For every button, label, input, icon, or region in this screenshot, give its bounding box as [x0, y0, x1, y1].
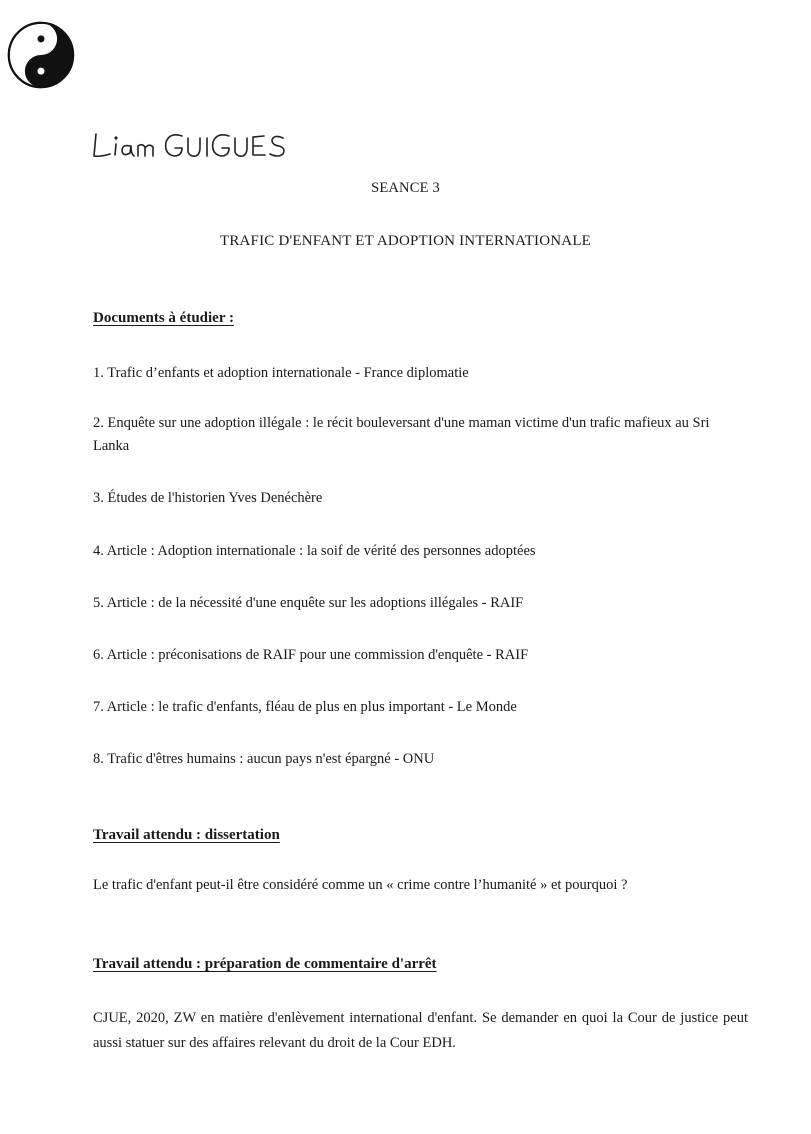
list-item: 6. Article : préconisations de RAIF pour une commission d'enquête - RAIF [93, 647, 529, 663]
dissertation-heading: Travail attendu : dissertation [93, 827, 280, 843]
list-item: 3. Études de l'historien Yves Denéchère [93, 490, 323, 506]
yin-yang-icon [6, 20, 76, 90]
list-item: 8. Trafic d'êtres humains : aucun pays n'est épargné - ONU [93, 751, 435, 767]
list-item: 7. Article : le trafic d'enfants, fléau de plus en plus important - Le Monde [93, 699, 517, 715]
list-item: 4. Article : Adoption internationale : la soif de vérité des personnes adoptées [93, 543, 536, 559]
list-item: 2. Enquête sur une adoption illégale : le récit bouleversant d'une maman victime d'un trafic mafieux au Sri Lanka [93, 415, 710, 454]
dissertation-text: Le trafic d'enfant peut-il être considéré comme un « crime contre l’humanité » et pourquoi ? [93, 877, 628, 893]
documents-heading: Documents à étudier : [93, 310, 234, 326]
page-title: TRAFIC D'ENFANT ET ADOPTION INTERNATIONALE [219, 233, 592, 249]
commentary-text: CJUE, 2020, ZW en matière d'enlèvement international d'enfant. Se demander en quoi la Cour de justice peut aussi statuer sur des affaires relevant du droit de la Cour EDH. [93, 1010, 748, 1051]
list-item: 5. Article : de la nécessité d'une enquête sur les adoptions illégales - RAIF [93, 595, 524, 611]
commentary-heading: Travail attendu : préparation de commentaire d'arrêt [93, 956, 437, 972]
list-item: 1. Trafic d’enfants et adoption internationale - France diplomatie [93, 365, 469, 381]
author-signature [90, 126, 290, 166]
session-label: SEANCE 3 [371, 180, 440, 196]
